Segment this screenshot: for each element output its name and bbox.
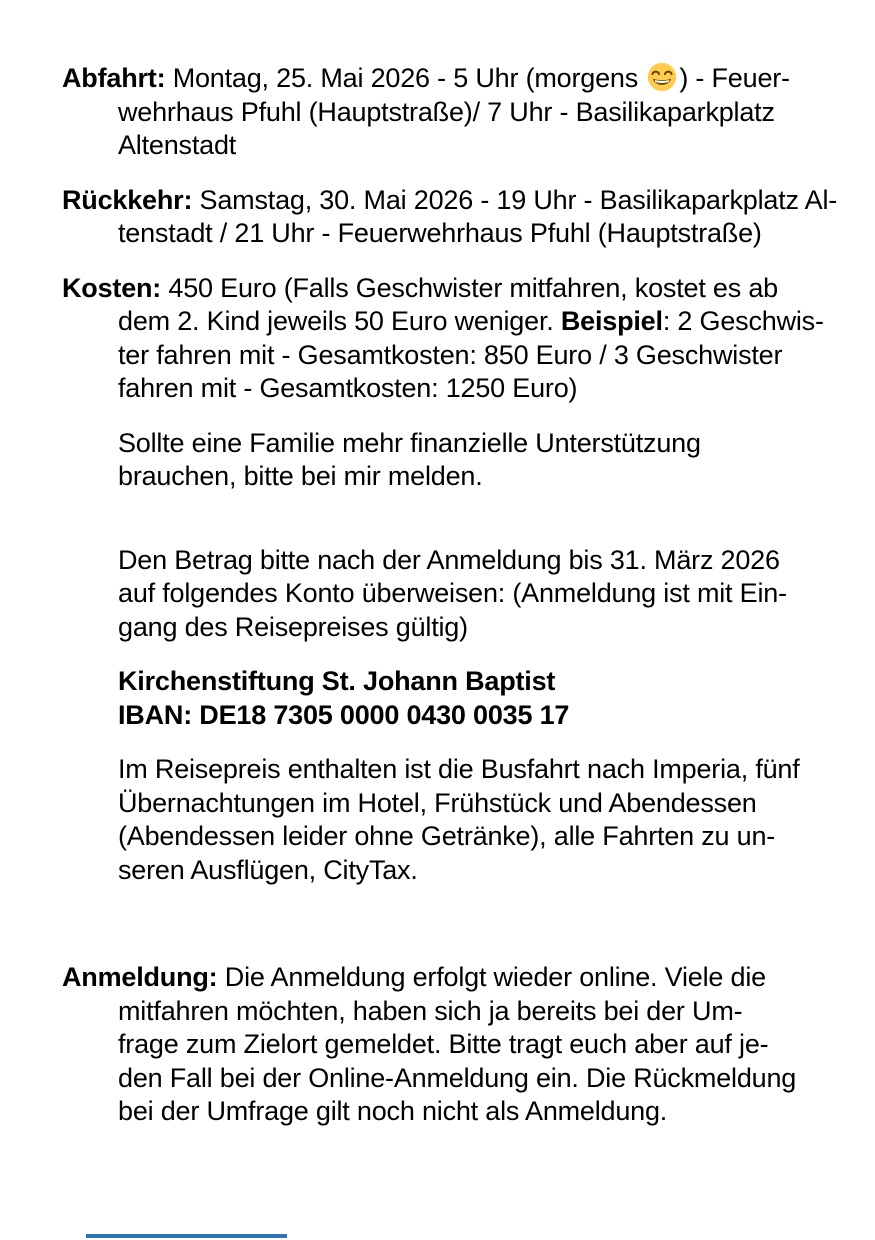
- text-run: fahren mit - Gesamtkosten: 1250 Euro): [118, 373, 578, 403]
- cutoff-hyperlink-rule: [86, 1234, 287, 1238]
- text-run: IBAN: DE18 7305 0000 0430 0035 17: [118, 699, 570, 730]
- abfahrt-line-2: [118, 96, 875, 130]
- text-run: dem 2. Kind jeweils 50 Euro weniger.: [118, 306, 561, 336]
- abfahrt-label: Abfahrt:: [62, 63, 166, 93]
- text-run: wehrhaus Pfuhl (Hauptstraße)/ 7 Uhr - Basilikaparkplatz: [118, 96, 775, 127]
- paragraph-anmeldung: [62, 961, 875, 1129]
- kontoverbindung-line-1: [118, 665, 875, 699]
- text-run: frage zum Zielort gemeldet. Bitte tragt euch aber auf je-: [118, 1029, 769, 1059]
- text-run: Im Reisepreis enthalten ist die Busfahrt nach Imperia, fünf: [118, 754, 800, 784]
- paragraph-kosten: [62, 272, 875, 406]
- text-run: Den Betrag bitte nach der Anmeldung bis 31. März 2026: [118, 544, 780, 575]
- leistungen-line-2: [118, 787, 875, 821]
- text-run: den Fall bei der Online-Anmeldung ein. Die Rückmeldung: [118, 1062, 797, 1093]
- text-run: Montag, 25. Mai 2026 - 5 Uhr (morgens: [165, 63, 646, 93]
- anmeldung-line-1: [62, 961, 875, 995]
- leistungen-line-1: [118, 753, 875, 787]
- paragraph-zahlungsinfo: [118, 544, 875, 645]
- paragraph-abfahrt: [62, 62, 875, 163]
- paragraph-kontoverbindung: [118, 665, 875, 732]
- grinning-face-with-smiling-eyes-icon: [647, 62, 677, 92]
- text-run: seren Ausflügen, CityTax.: [118, 854, 418, 885]
- zahlungsinfo-line-2: [118, 577, 875, 611]
- leistungen-line-4: [118, 854, 875, 888]
- kosten-line-3: [118, 339, 875, 373]
- text-run: (Abendessen leider ohne Getränke), alle Fahrten zu un-: [118, 821, 776, 851]
- text-run: Übernachtungen im Hotel, Frühstück und Abendessen: [118, 787, 757, 818]
- beispiel-emphasis: Beispiel: [560, 306, 663, 336]
- text-run: Kirchenstiftung St. Johann Baptist: [118, 666, 556, 696]
- abfahrt-line-3: [118, 129, 875, 163]
- text-run: ter fahren mit - Gesamtkosten: 850 Euro / 3 Geschwister: [118, 339, 783, 370]
- text-run: gang des Reisepreises gültig): [118, 611, 468, 642]
- text-run: : 2 Geschwis-: [662, 306, 824, 336]
- rueckkehr-line-1: [62, 184, 875, 218]
- anmeldung-line-5: [118, 1095, 875, 1129]
- hinweis-unterstuetzung-line-2: [118, 460, 875, 494]
- leistungen-line-3: [118, 820, 875, 854]
- hinweis-unterstuetzung-line-1: [118, 427, 875, 461]
- rueckkehr-label: Rückkehr:: [62, 184, 193, 215]
- text-run: mitfahren möchten, haben sich ja bereits bei der Um-: [118, 995, 743, 1026]
- paragraph-rueckkehr: [62, 184, 875, 251]
- zahlungsinfo-line-1: [118, 544, 875, 578]
- anmeldung-line-4: [118, 1062, 875, 1096]
- abfahrt-line-1: [62, 62, 875, 96]
- text-run: 450 Euro (Falls Geschwister mitfahren, kostet es ab: [161, 272, 778, 303]
- zahlungsinfo-line-3: [118, 611, 875, 645]
- rueckkehr-line-2: [118, 217, 875, 251]
- anmeldung-line-2: [118, 995, 875, 1029]
- text-run: Altenstadt: [118, 130, 237, 160]
- text-run: brauchen, bitte bei mir melden.: [118, 461, 483, 491]
- kosten-label: Kosten:: [62, 272, 162, 303]
- kosten-line-2: [118, 305, 875, 339]
- kosten-line-1: [62, 272, 875, 306]
- kosten-line-4: [118, 372, 875, 406]
- text-run: auf folgendes Konto überweisen: (Anmeldung ist mit Ein-: [118, 578, 787, 608]
- text-run: Samstag, 30. Mai 2026 - 19 Uhr - Basilikaparkplatz Al-: [192, 184, 838, 215]
- text-run: tenstadt / 21 Uhr - Feuerwehrhaus Pfuhl (Hauptstraße): [118, 218, 762, 248]
- text-run: Sollte eine Familie mehr finanzielle Unterstützung: [118, 427, 701, 458]
- anmeldung-line-3: [118, 1028, 875, 1062]
- text-run: ) - Feuer-: [679, 63, 790, 93]
- kontoverbindung-line-2: [118, 699, 875, 733]
- paragraph-leistungen: [118, 753, 875, 887]
- text-run: bei der Umfrage gilt noch nicht als Anmeldung.: [118, 1096, 668, 1126]
- anmeldung-label: Anmeldung:: [62, 962, 218, 992]
- paragraph-hinweis-unterstuetzung: [118, 427, 875, 494]
- text-run: Die Anmeldung erfolgt wieder online. Viele die: [217, 962, 766, 992]
